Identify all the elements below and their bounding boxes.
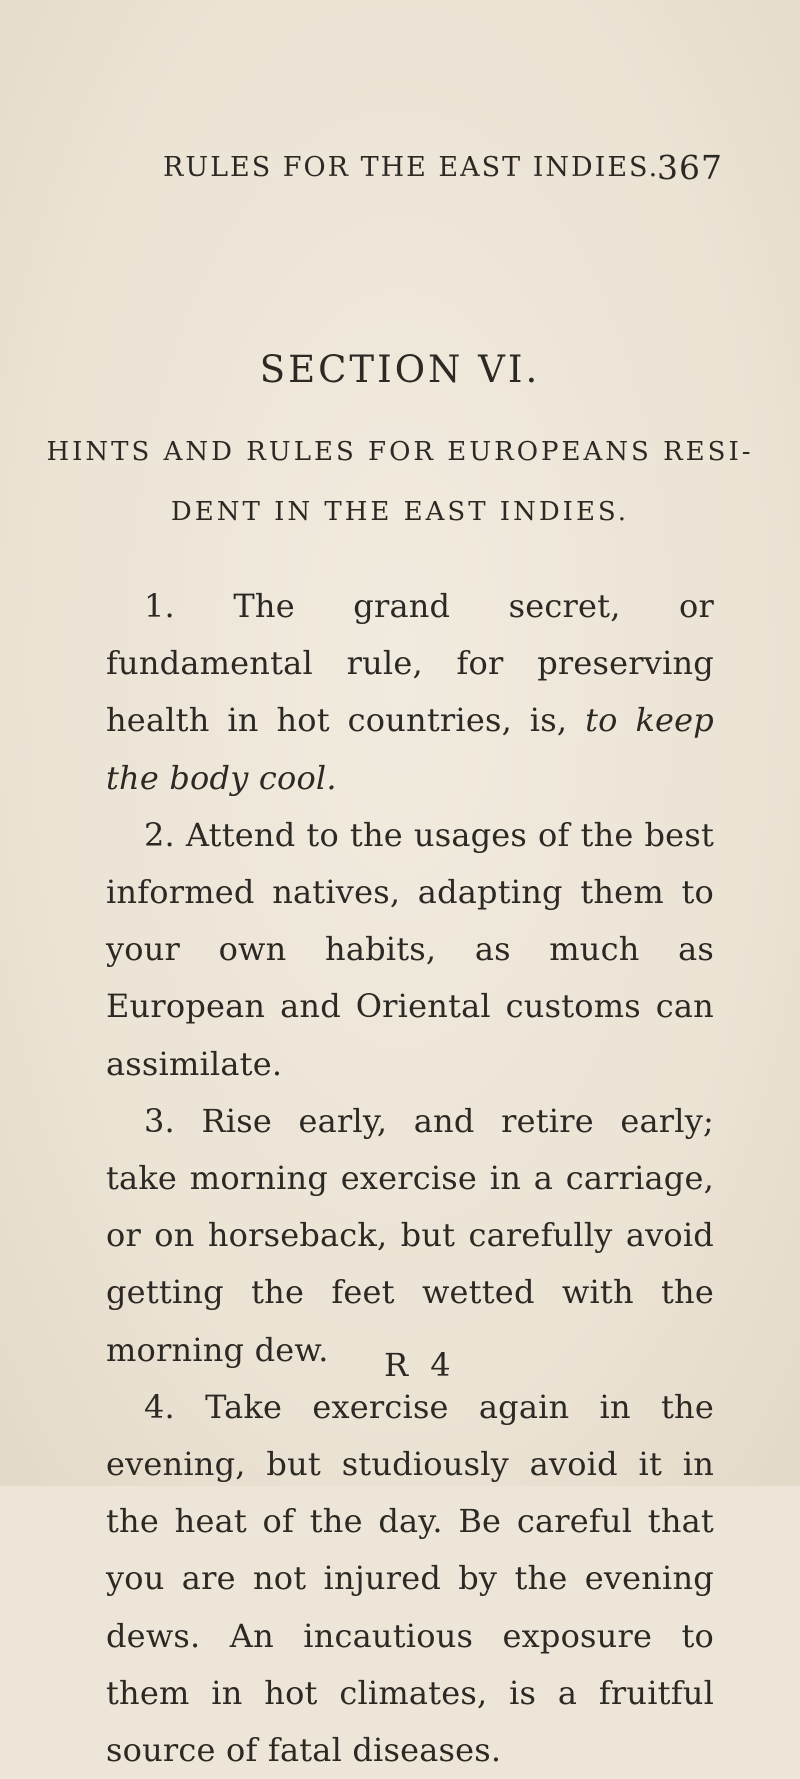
body-text	[106, 578, 714, 1779]
section-title: SECTION VI.	[259, 348, 541, 391]
paragraph-rule-4: 4. Take exercise again in the evening, but studiously avoid it in the heat of the day. Be careful that you are not injured by the evening dews. An incautious exposure to them in hot climates, is a fruitful source of fatal diseases.	[106, 1387, 714, 1770]
running-head	[163, 148, 723, 192]
running-head-title: RULES FOR THE EAST INDIES.	[163, 152, 660, 183]
paragraph-rule-2: 2. Attend to the usages of the best informed natives, adapting them to your own habits, as much as European and Oriental customs can assimilate.	[106, 815, 714, 1083]
paragraph-rule-3: 3. Rise early, and retire early; take morning exercise in a carriage, or on horseback, but carefully avoid getting the feet wetted with the morning dew.	[106, 1101, 714, 1369]
signature-mark: R 4	[384, 1346, 457, 1384]
paragraph-text: 1. The grand secret, or fundamental rule, for preserving health in hot countries, is,	[106, 587, 714, 740]
page-number: 367	[657, 148, 723, 187]
chapter-heading-line-1: HINTS AND RULES FOR EUROPEANS RESI-	[46, 437, 754, 467]
paragraph-emphasis: to keep the body cool.	[106, 701, 714, 797]
chapter-heading-line-2: DENT IN THE EAST INDIES.	[170, 497, 630, 527]
paragraph-rule-1	[106, 578, 714, 807]
